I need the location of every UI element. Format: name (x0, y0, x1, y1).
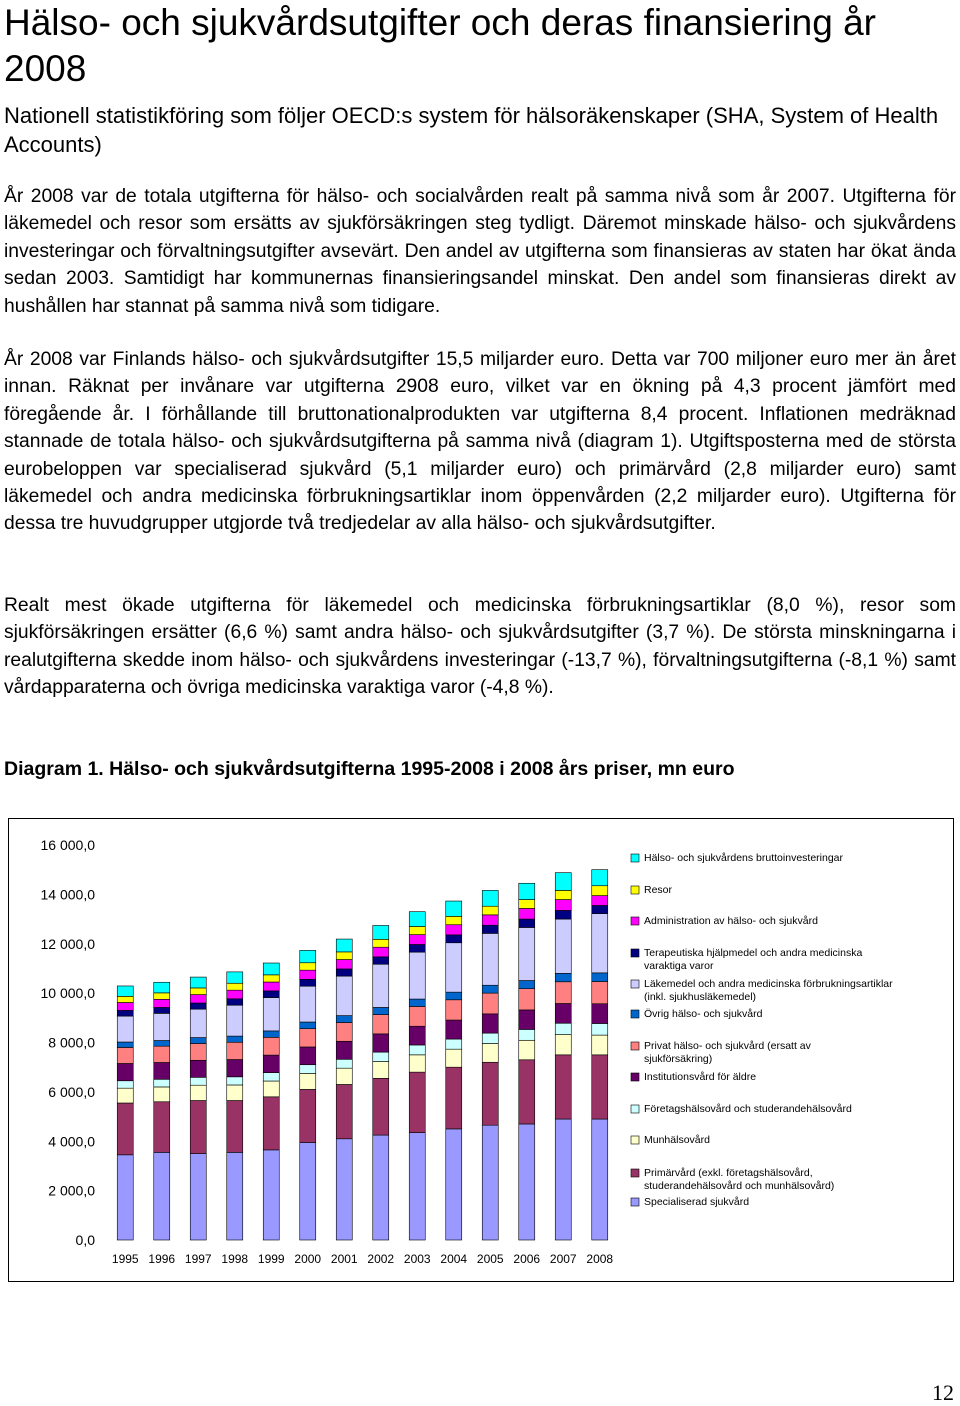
y-tick-label: 12 000,0 (40, 935, 95, 952)
bar-segment-2003-6 (409, 999, 425, 1006)
legend-label-line: Företagshälsovård och studerandehälsovård (644, 1103, 852, 1115)
bar-segment-1996-1 (154, 1102, 170, 1153)
legend-swatch (631, 1136, 639, 1144)
legend-label-line: Primärvård (exkl. företagshälsovård, (644, 1167, 813, 1179)
bar-segment-2002-8 (373, 957, 389, 964)
bar-segment-2000-10 (300, 963, 316, 970)
x-tick-label: 2003 (403, 1252, 431, 1266)
bar-segment-2004-9 (446, 925, 462, 935)
bar-segment-1995-10 (117, 996, 133, 1002)
legend-label-line: (inkl. sjukhusläkemedel) (644, 991, 757, 1003)
legend-swatch (631, 980, 639, 988)
bar-segment-2005-9 (482, 915, 498, 925)
bar-segment-1997-9 (190, 995, 206, 1003)
bar-segment-2001-10 (336, 952, 352, 960)
bar-segment-2008-4 (592, 1004, 608, 1024)
bar-segment-1999-2 (263, 1081, 279, 1097)
bar-segment-2002-3 (373, 1052, 389, 1061)
legend-label (644, 1134, 710, 1146)
bar-segment-1997-2 (190, 1085, 206, 1100)
bar-segment-2007-4 (555, 1003, 571, 1023)
bar-segment-2008-10 (592, 886, 608, 896)
bar-segment-2008-11 (592, 870, 608, 886)
bar-segment-2002-6 (373, 1007, 389, 1014)
bar-segment-1997-5 (190, 1043, 206, 1060)
bar-segment-2008-0 (592, 1119, 608, 1240)
bar-segment-1995-7 (117, 1016, 133, 1042)
legend-label (644, 884, 673, 896)
bar-segment-2001-0 (336, 1139, 352, 1240)
bar-segment-1996-8 (154, 1007, 170, 1013)
bar-segment-2008-1 (592, 1055, 608, 1119)
bar-segment-2006-4 (519, 1010, 535, 1030)
bar-segment-2002-9 (373, 947, 389, 957)
bar-segment-2003-10 (409, 926, 425, 934)
page-number: 12 (932, 1380, 954, 1405)
bar-segment-2002-0 (373, 1135, 389, 1240)
legend-label-line: Institutionsvård för äldre (644, 1071, 757, 1083)
bar-segment-2008-8 (592, 905, 608, 913)
bar-segment-2004-11 (446, 901, 462, 916)
bar-segment-2003-11 (409, 912, 425, 927)
bar-segment-1998-3 (227, 1077, 243, 1085)
bar-segment-1995-11 (117, 986, 133, 996)
bar-segment-2006-11 (519, 883, 535, 899)
bar-segment-2003-3 (409, 1045, 425, 1055)
paragraph-real-changes: Realt mest ökade utgifterna för läkemedel och medicinska förbrukningsartiklar (8,0 %), resor som sjukförsäkringen ersätter (6,6 %) samt andra hälso- och sjukvårdsutgifter (3,7 %). De största minskningarna i realutgifterna skedde inom hälso- och sjukvårdens investeringar (-13,7 %), förvaltningsutgifterna (-8,1 %) samt vårdapparaterna och övriga medicinska varaktiga varor (-4,8 %). (4, 595, 956, 699)
bar-segment-2001-4 (336, 1041, 352, 1059)
bar-segment-2001-6 (336, 1016, 352, 1023)
bar-segment-2008-6 (592, 973, 608, 982)
bar-segment-2004-1 (446, 1067, 462, 1129)
y-tick-label: 4 000,0 (48, 1133, 95, 1150)
bar-segment-2002-11 (373, 925, 389, 939)
bar-segment-2005-1 (482, 1062, 498, 1125)
bar-segment-2008-7 (592, 914, 608, 973)
bar-segment-1996-9 (154, 999, 170, 1007)
legend-swatch (631, 1169, 639, 1177)
bar-segment-2000-4 (300, 1047, 316, 1065)
bar-segment-2007-3 (555, 1023, 571, 1034)
bar-segment-2008-2 (592, 1035, 608, 1055)
legend-label-line: sjukförsäkring) (644, 1053, 713, 1065)
bar-segment-2004-0 (446, 1129, 462, 1240)
bar-segment-2007-1 (555, 1055, 571, 1119)
bar-segment-1998-5 (227, 1042, 243, 1059)
bar-segment-1995-4 (117, 1063, 133, 1080)
bar-segment-1998-9 (227, 990, 243, 999)
bar-segment-1998-7 (227, 1005, 243, 1036)
bar-segment-2003-7 (409, 952, 425, 999)
bar-segment-1996-5 (154, 1046, 170, 1062)
bar-segment-2005-6 (482, 985, 498, 993)
bar-segment-1999-0 (263, 1150, 279, 1240)
bar-segment-2003-5 (409, 1006, 425, 1026)
y-tick-label: 14 000,0 (40, 886, 95, 903)
bar-segment-2006-10 (519, 900, 535, 909)
bar-segment-1995-5 (117, 1047, 133, 1063)
legend-label (644, 915, 818, 927)
bar-segment-1996-4 (154, 1062, 170, 1079)
bar-segment-1995-1 (117, 1103, 133, 1155)
y-tick-label: 2 000,0 (48, 1182, 95, 1199)
bar-segment-2001-11 (336, 939, 352, 952)
legend-label-line: studerandehälsovård och munhälsovård) (644, 1180, 835, 1192)
x-tick-label: 2001 (330, 1252, 358, 1266)
legend-label (644, 978, 893, 1003)
bar-segment-2006-2 (519, 1040, 535, 1060)
bar-segment-1996-11 (154, 982, 170, 993)
legend-label (644, 1196, 749, 1208)
bar-segment-1998-10 (227, 983, 243, 990)
bar-segment-1998-2 (227, 1085, 243, 1101)
bar-segment-1995-3 (117, 1081, 133, 1088)
x-tick-label: 2008 (586, 1252, 614, 1266)
legend-swatch (631, 1198, 639, 1206)
legend-label-line: Privat hälso- och sjukvård (ersatt av (644, 1040, 811, 1052)
bar-segment-2003-8 (409, 944, 425, 952)
bar-segment-2000-5 (300, 1029, 316, 1047)
bar-segment-1996-6 (154, 1041, 170, 1047)
legend-swatch (631, 949, 639, 957)
legend-swatch (631, 854, 639, 862)
bar-segment-1996-2 (154, 1087, 170, 1102)
bar-segment-2004-2 (446, 1049, 462, 1067)
bar-segment-1995-6 (117, 1042, 133, 1047)
bar-segment-1996-10 (154, 993, 170, 999)
bar-segment-2000-1 (300, 1089, 316, 1142)
x-tick-label: 1995 (111, 1252, 139, 1266)
bar-segment-2002-10 (373, 939, 389, 947)
bar-segment-1998-11 (227, 972, 243, 983)
bar-segment-2003-1 (409, 1072, 425, 1132)
bar-segment-2000-3 (300, 1065, 316, 1074)
bar-segment-2006-6 (519, 981, 535, 989)
bar-segment-2000-8 (300, 979, 316, 986)
x-tick-label: 2002 (367, 1252, 395, 1266)
x-tick-label: 2006 (513, 1252, 541, 1266)
bar-segment-2007-10 (555, 890, 571, 899)
bar-segment-1999-4 (263, 1055, 279, 1073)
x-tick-label: 2007 (549, 1252, 577, 1266)
bar-segment-2007-8 (555, 910, 571, 919)
bar-segment-1999-7 (263, 998, 279, 1031)
bar-segment-2003-4 (409, 1026, 425, 1045)
bar-segment-1997-3 (190, 1077, 206, 1085)
bar-segment-2004-6 (446, 992, 462, 1000)
bar-segment-1999-9 (263, 982, 279, 991)
bar-segment-2001-9 (336, 960, 352, 969)
bar-segment-1997-4 (190, 1060, 206, 1077)
bar-segment-1998-4 (227, 1060, 243, 1077)
legend-swatch (631, 1010, 639, 1018)
bar-segment-2001-8 (336, 969, 352, 976)
bar-segment-1995-8 (117, 1010, 133, 1016)
legend-label-line: Terapeutiska hjälpmedel och andra medicinska (644, 947, 863, 959)
bar-segment-1997-6 (190, 1038, 206, 1044)
bar-segment-2004-10 (446, 916, 462, 924)
bar-segment-1999-10 (263, 975, 279, 982)
page-title: Hälso- och sjukvårdsutgifter och deras finansiering år 2008 (4, 2, 876, 89)
x-tick-label: 2005 (476, 1252, 504, 1266)
subtitle: Nationell statistikföring som följer OECD:s system för hälsoräkenskaper (SHA, System of Health Accounts) (4, 103, 939, 157)
bar-segment-2000-9 (300, 970, 316, 979)
bar-segment-1996-3 (154, 1079, 170, 1087)
bar-segment-2001-1 (336, 1084, 352, 1138)
x-tick-label: 1996 (148, 1252, 176, 1266)
bar-segment-2000-7 (300, 986, 316, 1022)
bar-segment-1997-8 (190, 1003, 206, 1009)
bar-segment-2005-11 (482, 890, 498, 906)
bar-segment-2008-9 (592, 896, 608, 906)
bar-segment-1998-8 (227, 999, 243, 1005)
bar-segment-1997-11 (190, 977, 206, 988)
bar-segment-2007-11 (555, 873, 571, 891)
bar-segment-2004-3 (446, 1039, 462, 1049)
legend-label-line: Resor (644, 884, 673, 896)
x-tick-label: 1999 (257, 1252, 285, 1266)
bar-segment-2007-5 (555, 982, 571, 1004)
diagram-heading: Diagram 1. Hälso- och sjukvårdsutgifterna 1995-2008 i 2008 års priser, mn euro (4, 758, 735, 780)
bar-segment-1999-11 (263, 963, 279, 975)
legend-swatch (631, 917, 639, 925)
bar-segment-2005-2 (482, 1043, 498, 1062)
bar-segment-2007-2 (555, 1035, 571, 1055)
legend-label (644, 852, 844, 864)
legend-label (644, 947, 862, 972)
bar-segment-2007-0 (555, 1119, 571, 1240)
legend-label (644, 1008, 763, 1020)
bar-segment-2005-10 (482, 906, 498, 915)
bar-segment-1997-1 (190, 1101, 206, 1154)
bar-segment-1995-0 (117, 1155, 133, 1240)
bar-segment-2008-3 (592, 1023, 608, 1035)
bar-segment-2003-9 (409, 935, 425, 945)
bar-segment-2005-0 (482, 1125, 498, 1240)
bar-segment-2004-4 (446, 1020, 462, 1039)
legend-label-line: Administration av hälso- och sjukvård (644, 915, 818, 927)
bar-segment-2005-3 (482, 1033, 498, 1043)
x-tick-label: 1997 (184, 1252, 212, 1266)
bar-segment-1997-7 (190, 1009, 206, 1037)
bar-segment-2002-2 (373, 1062, 389, 1079)
bar-segment-1998-6 (227, 1036, 243, 1042)
bar-segment-2002-5 (373, 1015, 389, 1034)
legend-label-line: Hälso- och sjukvårdens bruttoinvesteringar (644, 852, 844, 864)
bar-segment-2006-7 (519, 927, 535, 980)
bar-segment-2003-0 (409, 1133, 425, 1240)
bar-segment-2004-8 (446, 935, 462, 943)
bar-segment-2006-5 (519, 989, 535, 1010)
bar-segment-1999-8 (263, 991, 279, 998)
legend-swatch (631, 1042, 639, 1050)
bar-segment-2006-3 (519, 1029, 535, 1040)
bar-segment-2001-7 (336, 976, 352, 1016)
bar-segment-2008-5 (592, 982, 608, 1004)
legend-swatch (631, 886, 639, 894)
bar-segment-1997-10 (190, 988, 206, 995)
bar-segment-1998-1 (227, 1101, 243, 1153)
bar-segment-2000-0 (300, 1142, 316, 1240)
legend-label (644, 1071, 756, 1083)
bar-segment-2000-6 (300, 1022, 316, 1029)
y-tick-label: 0,0 (75, 1232, 95, 1248)
bar-segment-2002-1 (373, 1078, 389, 1135)
bar-segment-1996-0 (154, 1152, 170, 1240)
bar-segment-2001-2 (336, 1068, 352, 1084)
bar-segment-2005-4 (482, 1014, 498, 1033)
bar-segment-1999-6 (263, 1031, 279, 1037)
bar-segment-2004-5 (446, 1000, 462, 1020)
x-tick-label: 2004 (440, 1252, 468, 1266)
bar-segment-2007-6 (555, 973, 571, 981)
x-tick-label: 2000 (294, 1252, 322, 1266)
bar-segment-1999-5 (263, 1037, 279, 1055)
legend-label-line: Specialiserad sjukvård (644, 1196, 750, 1208)
bar-segment-2005-8 (482, 925, 498, 933)
bar-segment-2006-8 (519, 919, 535, 927)
bar-segment-2006-1 (519, 1060, 535, 1124)
legend-label (644, 1040, 812, 1065)
x-tick-label: 1998 (221, 1252, 249, 1266)
bar-segment-1999-1 (263, 1097, 279, 1150)
bar-segment-2001-5 (336, 1023, 352, 1042)
bar-segment-2001-3 (336, 1059, 352, 1068)
y-tick-label: 10 000,0 (40, 985, 95, 1002)
y-tick-label: 6 000,0 (48, 1083, 95, 1100)
bar-segment-2005-7 (482, 933, 498, 985)
bar-segment-1999-3 (263, 1073, 279, 1081)
paragraph-intro: År 2008 var de totala utgifterna för hälso- och socialvården realt på samma nivå som år 2007. Utgifterna för läkemedel och resor som ersätts av sjukförsäkringen steg tydligt. Däremot minskade hälso- och sjukvårdens investeringar och förvaltningsutgifter avsevärt. Den andel av utgifterna som finansieras av staten har ökat ända sedan 2003. Samtidigt har kommunernas finansieringsandel minskat. Den andel som finansieras direkt av hushållen har stannat på samma nivå som tidigare. (4, 186, 956, 317)
chart-frame (8, 818, 954, 1282)
paragraph-expenditure: År 2008 var Finlands hälso- och sjukvårdsutgifter 15,5 miljarder euro. Detta var 700 miljoner euro mer än året innan. Räknat per invånare var utgifterna 2908 euro, vilket var en ökning på 4,3 procent jämfört med föregående år. I förhållande till bruttonationalprodukten var utgifterna 8,4 procent. Inflationen medräknad stannade de totala hälso- och sjukvårdsutgifterna på samma nivå (diagram 1). Utgiftsposterna med de största eurobeloppen var specialiserad sjukvård (5,1 miljarder euro) och primärvård (2,8 miljarder euro) samt läkemedel och andra medicinska förbrukningsartiklar inom öppenvården (2,2 miljarder euro). Utgifterna för dessa tre huvudgrupper utgjorde två tredjedelar av alla hälso- och sjukvårdsutgifter. (4, 349, 956, 535)
bar-segment-2004-7 (446, 943, 462, 992)
legend-label (644, 1167, 834, 1192)
bar-segment-2002-7 (373, 964, 389, 1007)
legend-label-line: Munhälsovård (644, 1134, 710, 1146)
bar-segment-1995-2 (117, 1088, 133, 1103)
y-tick-label: 16 000,0 (40, 837, 95, 853)
legend-label-line: Övrig hälso- och sjukvård (644, 1008, 763, 1020)
stacked-bar-chart (9, 819, 953, 1281)
y-tick-label: 8 000,0 (48, 1034, 95, 1051)
bar-segment-2005-5 (482, 993, 498, 1014)
bar-segment-1998-0 (227, 1152, 243, 1240)
bar-segment-2000-2 (300, 1073, 316, 1089)
bar-segment-2000-11 (300, 950, 316, 962)
legend-label-line: Läkemedel och andra medicinska förbrukningsartiklar (644, 978, 893, 990)
bar-segment-2003-2 (409, 1055, 425, 1072)
legend-swatch (631, 1073, 639, 1081)
bar-segment-1996-7 (154, 1013, 170, 1040)
bar-segment-2007-7 (555, 919, 571, 973)
bar-segment-2006-9 (519, 908, 535, 919)
bar-segment-2007-9 (555, 900, 571, 911)
legend-swatch (631, 1105, 639, 1113)
legend-label-line: varaktiga varor (644, 960, 714, 972)
bar-segment-2006-0 (519, 1124, 535, 1240)
bar-segment-1995-9 (117, 1003, 133, 1011)
bar-segment-2002-4 (373, 1034, 389, 1052)
legend-label (644, 1103, 852, 1115)
bar-segment-1997-0 (190, 1154, 206, 1240)
